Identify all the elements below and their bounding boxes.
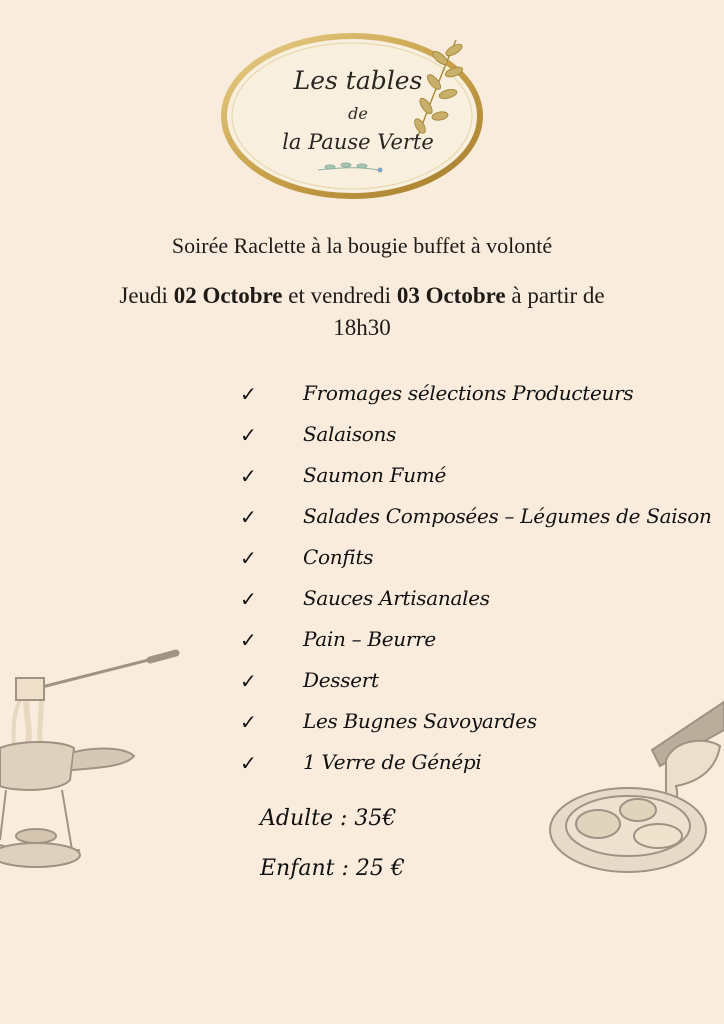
checkmark-icon: ✓ bbox=[240, 423, 257, 447]
menu-item-label: Pain – Beurre bbox=[303, 627, 436, 651]
raclette-plate-illustration bbox=[548, 690, 724, 890]
checkmark-icon: ✓ bbox=[240, 546, 257, 570]
menu-item-label: Les Bugnes Savoyardes bbox=[303, 709, 537, 733]
checkmark-icon: ✓ bbox=[240, 382, 257, 406]
menu-item bbox=[236, 581, 706, 622]
menu-item bbox=[236, 540, 706, 581]
menu-item-label: Fromages sélections Producteurs bbox=[303, 381, 634, 405]
menu-item-label: Saumon Fumé bbox=[303, 463, 447, 487]
dates-text-3: à partir de bbox=[505, 283, 605, 308]
logo-line-2: de bbox=[348, 104, 368, 123]
menu-item-label: Confits bbox=[303, 545, 374, 569]
checkmark-icon: ✓ bbox=[240, 464, 257, 488]
menu-item-label: Salaisons bbox=[303, 422, 397, 446]
menu-item-label: 1 Verre de Génépi bbox=[303, 750, 482, 774]
checkmark-icon: ✓ bbox=[240, 587, 257, 611]
checkmark-icon: ✓ bbox=[240, 505, 257, 529]
menu-item bbox=[236, 458, 706, 499]
checkmark-icon: ✓ bbox=[240, 710, 257, 734]
logo-line-3: la Pause Verte bbox=[282, 130, 434, 154]
price-adult: Adulte : 35€ bbox=[260, 806, 397, 831]
menu-item-label: Dessert bbox=[303, 668, 379, 692]
checkmark-icon: ✓ bbox=[240, 751, 257, 775]
checkmark-icon: ✓ bbox=[240, 628, 257, 652]
dates-text-2: et vendredi bbox=[282, 283, 397, 308]
event-title: Soirée Raclette à la bougie buffet à volonté bbox=[171, 233, 553, 258]
menu-item-label: Sauces Artisanales bbox=[303, 586, 490, 610]
menu-item bbox=[236, 417, 706, 458]
date-2: 03 Octobre bbox=[396, 283, 506, 308]
event-time: 18h30 bbox=[333, 315, 391, 340]
fondue-pot-illustration bbox=[0, 640, 190, 900]
event-dates bbox=[40, 280, 684, 344]
checkmark-icon: ✓ bbox=[240, 669, 257, 693]
menu-item bbox=[236, 499, 712, 540]
dates-text-1: Jeudi bbox=[119, 283, 174, 308]
menu-item bbox=[236, 622, 706, 663]
date-1: 02 Octobre bbox=[173, 283, 283, 308]
logo bbox=[218, 28, 498, 206]
price-child: Enfant : 25 € bbox=[260, 856, 405, 881]
menu-item bbox=[236, 376, 706, 417]
menu-item-label: Salades Composées – Légumes de Saison bbox=[303, 504, 712, 528]
logo-line-1: Les tables bbox=[293, 66, 423, 95]
